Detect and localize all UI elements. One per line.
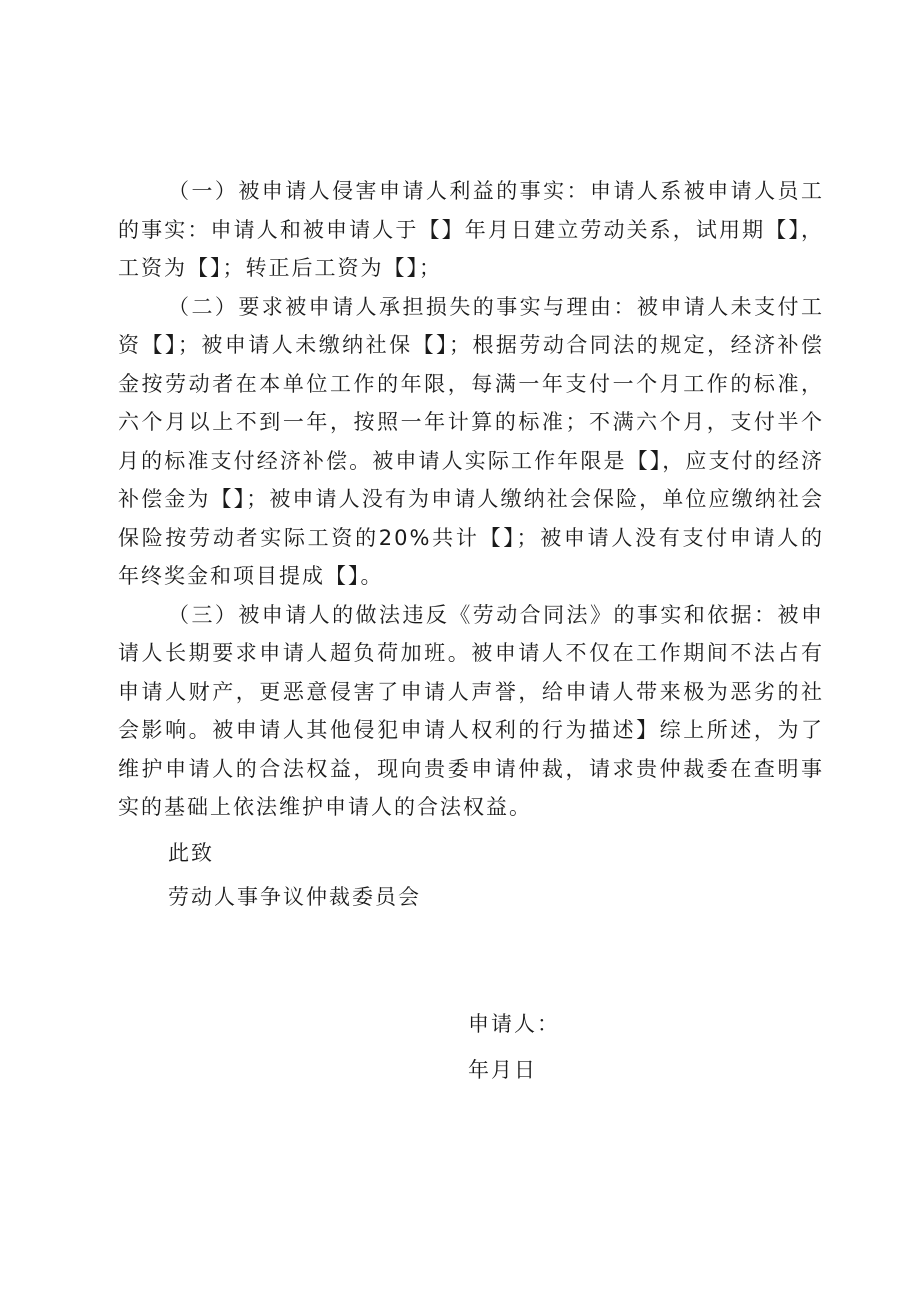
document-body — [118, 172, 824, 917]
paragraph-violation-basis: （三）被申请人的做法违反《劳动合同法》的事实和依据：被申请人长期要求申请人超负荷加班。被申请人不仅在工作期间不法占有申请人财产，更恶意侵害了申请人声誉，给申请人带来极为恶劣的社会影响。被申请人其他侵犯申请人权利的行为描述】综上所述，为了维护申请人的合法权益，现向贵委申请仲裁，请求贵仲裁委在查明事实的基础上依法维护申请人的合法权益。 — [118, 602, 824, 819]
applicant-signature-label: 申请人： — [468, 1012, 560, 1036]
closing-salutation: 此致 — [168, 840, 214, 865]
recipient-name: 劳动人事争议仲裁委员会 — [168, 885, 421, 909]
date-label: 年月日 — [468, 1058, 537, 1082]
paragraph-infringement-facts: （一）被申请人侵害申请人利益的事实：申请人系被申请人员工的事实：申请人和被申请人于【】年月日建立劳动关系，试用期【】，工资为【】；转正后工资为【】； — [118, 179, 824, 280]
paragraph-loss-claims: （二）要求被申请人承担损失的事实与理由：被申请人未支付工资【】；被申请人未缴纳社保【】；根据劳动合同法的规定，经济补偿金按劳动者在本单位工作的年限，每满一年支付一个月工作的标准，六个月以上不到一年，按照一年计算的标准；不满六个月，支付半个月的标准支付经济补偿。被申请人实际工作年限是【】，应支付的经济补偿金为【】；被申请人没有为申请人缴纳社会保险，单位应缴纳社会保险按劳动者实际工资的20%共计【】；被申请人没有支付申请人的年终奖金和项目提成【】。 — [118, 294, 824, 588]
